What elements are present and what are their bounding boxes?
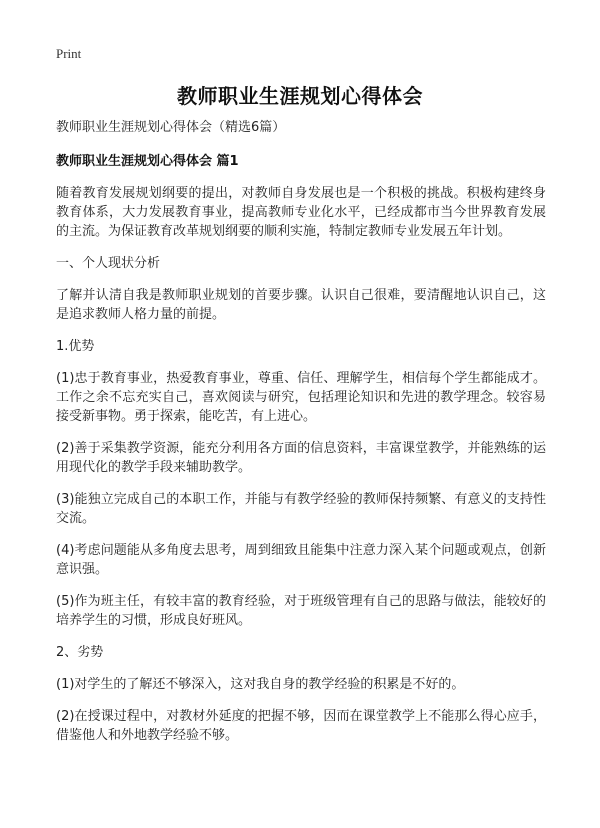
page-title: 教师职业生涯规划心得体会 <box>177 84 423 108</box>
paragraph-self-awareness: 了解并认清自我是教师职业规划的首要步骤。认识自己很难，要清醒地认识自己，这是追求教师人格力量的前提。 <box>56 288 546 322</box>
strength-item-3: (3)能独立完成自己的本职工作，并能与有教学经验的教师保持频繁、有意义的支持性交流。 <box>56 492 546 526</box>
document-subtitle: 教师职业生涯规划心得体会（精选6篇） <box>56 120 286 135</box>
strength-item-1: (1)忠于教育事业，热爱教育事业，尊重、信任、理解学生，相信每个学生都能成才。工作之余不忘充实自己，喜欢阅读与研究，包括理论知识和先进的教学理念。较容易接受新事物。勇于探索，能吃苦，有上进心。 <box>56 371 546 424</box>
subheading-strengths: 1.优势 <box>56 339 95 354</box>
paragraph-intro: 随着教育发展规划纲要的提出，对教师自身发展也是一个积极的挑战。积极构建终身教育体系，大力发展教育事业，提高教师专业化水平，已经成都市当今世界教育发展的主流。为保证教育改革规划纲要的顺利实施，特制定教师专业发展五年计划。 <box>56 186 546 239</box>
weakness-item-1: (1)对学生的了解还不够深入，这对我自身的教学经验的积累是不好的。 <box>56 677 465 692</box>
weakness-item-2: (2)在授课过程中，对教材外延度的把握不够，因而在课堂教学上不能那么得心应手，借鉴他人和外地教学经验不够。 <box>56 709 546 743</box>
subheading-weaknesses: 2、劣势 <box>56 645 104 660</box>
strength-item-4: (4)考虑问题能从多角度去思考，周到细致且能集中注意力深入某个问题或观点，创新意识强。 <box>56 543 546 577</box>
document-body <box>56 118 546 758</box>
strength-item-5: (5)作为班主任，有较丰富的教育经验，对于班级管理有自己的思路与做法，能较好的培养学生的习惯，形成良好班风。 <box>56 594 546 628</box>
strength-item-2: (2)善于采集教学资源，能充分利用各方面的信息资料，丰富课堂教学，并能熟练的运用现代化的教学手段来辅助教学。 <box>56 441 546 475</box>
article-heading: 教师职业生涯规划心得体会 篇1 <box>56 154 239 169</box>
print-label: Print <box>56 46 82 61</box>
section-heading-current-status: 一、个人现状分析 <box>56 256 161 271</box>
